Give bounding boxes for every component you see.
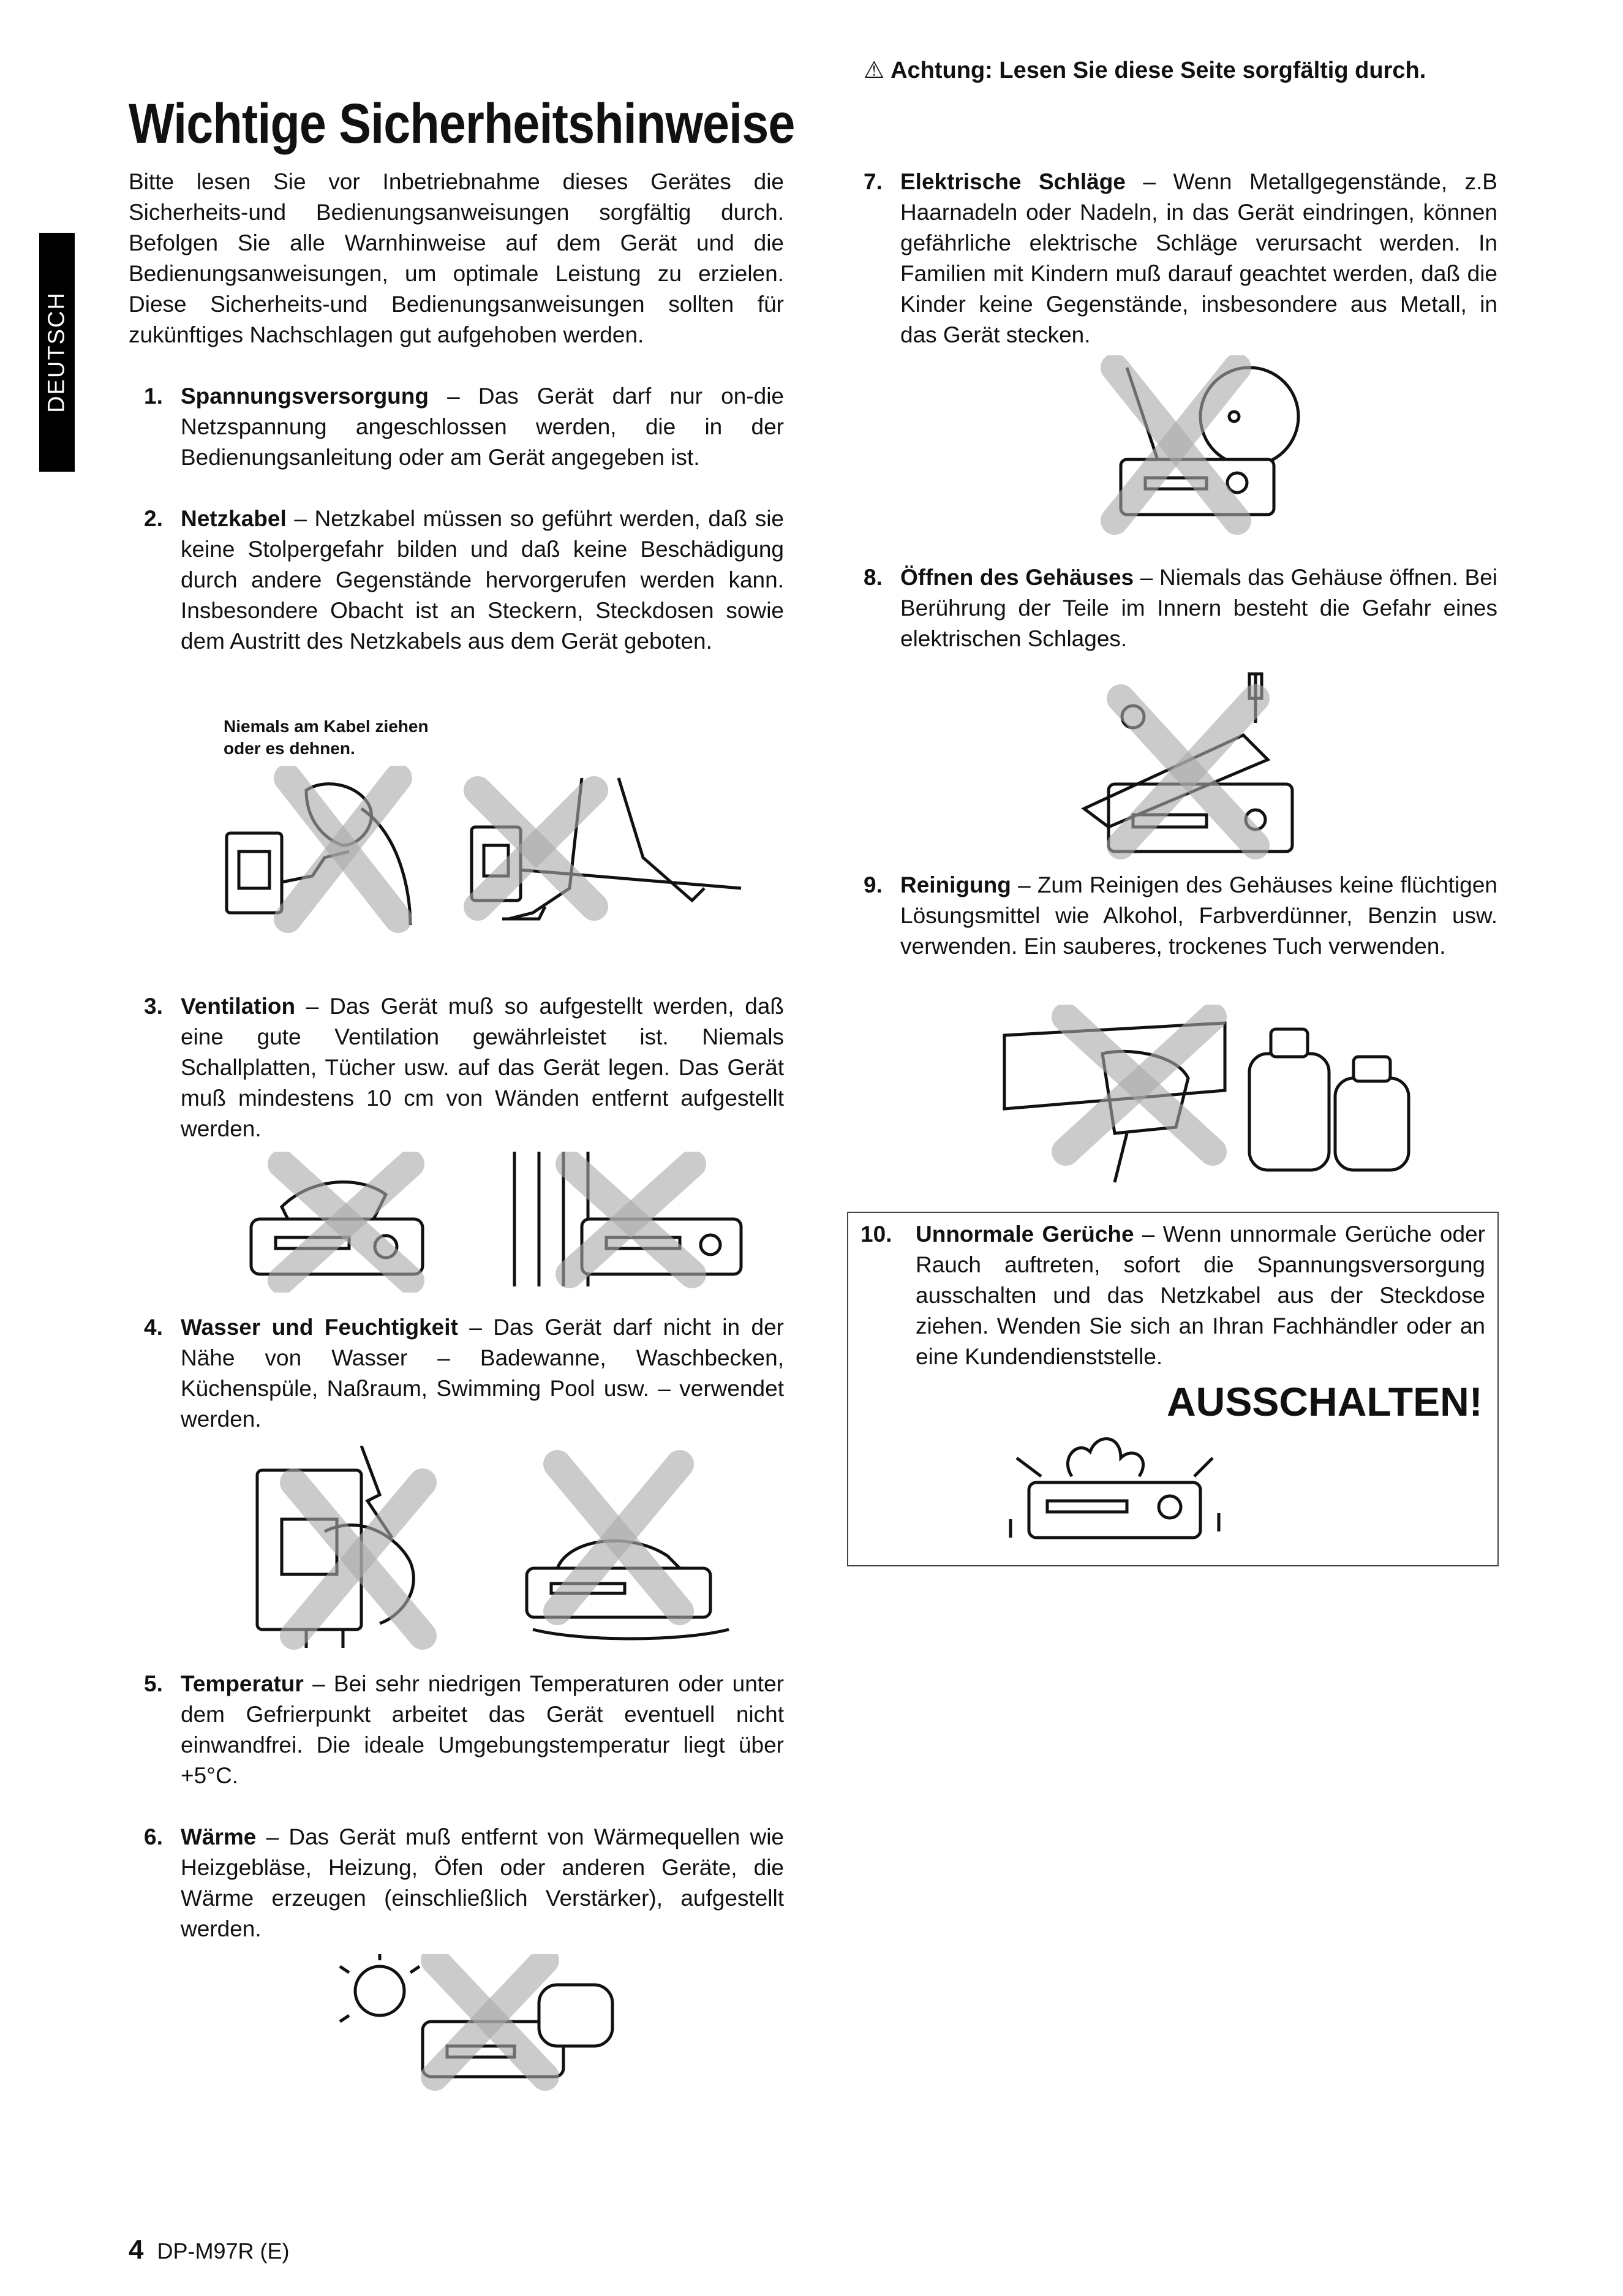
item-4 xyxy=(144,1312,784,1435)
item-heading: Temperatur xyxy=(181,1671,304,1696)
item-text: – Das Gerät darf nur on-die Netzspannung angeschlossen werden, die in der Bedienungsanleitung oder am Gerät angegeben ist. xyxy=(181,383,784,470)
item-text: – Wenn Metallgegenstände, z.B Haarnadeln oder Nadeln, in das Gerät eindringen, können gefährliche elektrische Schläge verursacht werden. In Familien mit Kindern muß darauf geachtet werden, daß die Kinder keine Gegenstände, insbesondere aus Metall, in das Gerät stecken. xyxy=(900,169,1497,347)
item-8 xyxy=(864,562,1497,654)
item-text: – Wenn unnormale Gerüche oder Rauch auftreten, sofort die Spannungsversorgung ausschalten und das Netzkabel aus der Steckdose ziehen. Wenden Sie sich an Ihran Fachhändler oder an eine Kundendienststelle. xyxy=(916,1222,1485,1369)
item-7 xyxy=(864,167,1497,350)
item-number: 4. xyxy=(144,1315,163,1340)
item-number: 9. xyxy=(864,872,883,897)
item-text: – Zum Reinigen des Gehäuses keine flüchtigen Lösungsmittel wie Alkohol, Farbverdünner, Benzin usw. verwenden. Ein sauberes, trockenes Tuch verwenden. xyxy=(900,872,1497,959)
item-2 xyxy=(144,504,784,657)
item-6 xyxy=(144,1822,784,1944)
item-1 xyxy=(144,381,784,473)
item-heading: Elektrische Schläge xyxy=(900,169,1126,194)
item-number: 3. xyxy=(144,994,163,1019)
cable-illustration xyxy=(214,766,753,950)
smoke-illustration xyxy=(992,1421,1237,1550)
item-text: – Niemals das Gehäuse öffnen. Bei Berührung der Teile im Innern besteht die Gefahr eines elektrischen Schlages. xyxy=(900,565,1497,651)
warning-header xyxy=(864,56,1426,84)
item-number: 7. xyxy=(864,169,883,194)
intro-paragraph: Bitte lesen Sie vor Inbetriebnahme dieses Gerätes die Sicherheits-und Bedienungsanweisungen sorgfältig durch. Befolgen Sie alle Warnhinweise auf dem Gerät und die Bedienungsanweisungen, um optimale Leistung zu erzielen. Diese Sicherheits-und Bedienungsanweisungen sollten für zukünftiges Nachschlagen gut aufgehoben werden. xyxy=(129,169,784,347)
language-side-tab xyxy=(39,233,75,472)
item-heading: Unnormale Gerüche xyxy=(916,1222,1134,1247)
item-heading: Spannungsversorgung xyxy=(181,383,429,409)
warning-text: Achtung: Lesen Sie diese Seite sorgfältig durch. xyxy=(891,58,1426,83)
item-number: 6. xyxy=(144,1824,163,1849)
item-text: – Bei sehr niedrigen Temperaturen oder unter dem Gefrierpunkt arbeitet das Gerät eventuell nicht einwandfrei. Die ideale Umgebungstemperatur liegt über +5°C. xyxy=(181,1671,784,1788)
item-5 xyxy=(144,1669,784,1791)
cable-caption-line-2: oder es dehnen. xyxy=(224,739,355,758)
open-case-illustration xyxy=(1072,662,1329,870)
page-number: 4 xyxy=(129,2235,144,2265)
cable-caption-line-1: Niemals am Kabel ziehen xyxy=(224,717,429,736)
item-number: 10. xyxy=(860,1222,892,1247)
item-number: 1. xyxy=(144,383,163,409)
water-illustration xyxy=(239,1446,766,1654)
switch-off-shout: AUSSCHALTEN! xyxy=(1167,1379,1483,1424)
item-9 xyxy=(864,870,1497,962)
item-number: 5. xyxy=(144,1671,163,1696)
item-number: 8. xyxy=(864,565,883,590)
item-text: – Netzkabel müssen so geführt werden, daß sie keine Stolpergefahr bilden und daß keine Beschädigung durch andere Gegenstände hervorgerufen werden kann. Insbesondere Obacht ist an Steckern, Steckdosen sowie dem Austritt des Netzkabels aus dem Gerät geboten. xyxy=(181,506,784,654)
item-text: – Das Gerät muß entfernt von Wärmequellen wie Heizgebläse, Heizung, Öfen oder anderen Geräte, die Wärme erzeugen (einschließlich Verstärker), aufgestellt werden. xyxy=(181,1824,784,1941)
heat-illustration xyxy=(337,1954,643,2095)
ventilation-illustration xyxy=(227,1152,766,1293)
item-number: 2. xyxy=(144,506,163,531)
item-heading: Öffnen des Gehäuses xyxy=(900,565,1134,590)
item-heading: Reinigung xyxy=(900,872,1011,897)
item-text: – Das Gerät muß so aufgestellt werden, daß eine gute Ventilation gewährleistet ist. Niemals Schallplatten, Tücher usw. auf das Gerät legen. Das Gerät muß mindestens 10 cm von Wänden entfernt aufgestellt werden. xyxy=(181,994,784,1141)
item-heading: Wärme xyxy=(181,1824,257,1849)
page-title: Wichtige Sicherheitshinweise xyxy=(129,93,795,155)
cable-caption xyxy=(224,716,429,760)
item-3 xyxy=(144,991,784,1144)
warning-triangle-icon: ⚠ xyxy=(864,58,885,83)
item-10 xyxy=(860,1219,1485,1372)
model-code: DP-M97R (E) xyxy=(157,2238,290,2264)
item-text: – Das Gerät darf nicht in der Nähe von Wasser – Badewanne, Waschbecken, Küchenspüle, Naßraum, Swimming Pool usw. – verwendet werden. xyxy=(181,1315,784,1432)
page-footer xyxy=(129,2235,290,2265)
cleaning-illustration xyxy=(992,1005,1458,1188)
item-heading: Ventilation xyxy=(181,994,296,1019)
child-illustration xyxy=(1090,355,1323,539)
item-heading: Netzkabel xyxy=(181,506,287,531)
item-heading: Wasser und Feuchtigkeit xyxy=(181,1315,458,1340)
pull-plug-drawing xyxy=(227,778,410,925)
trip-cable-drawing xyxy=(472,778,741,919)
side-tab-label: DEUTSCH xyxy=(43,292,70,413)
